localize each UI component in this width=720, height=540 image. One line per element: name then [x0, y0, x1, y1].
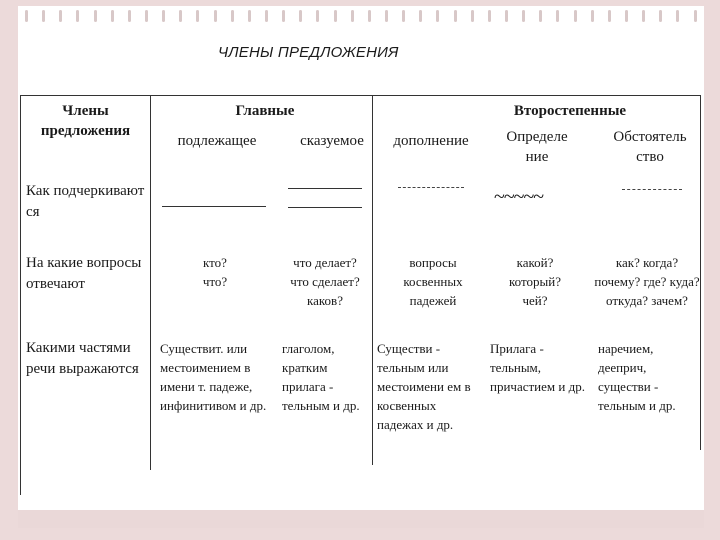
column-object: дополнение: [393, 133, 469, 149]
wavy-underline: ~~~~~: [494, 186, 544, 208]
secondary-group-header: Второстепенные: [513, 103, 627, 119]
questions-attribute: какой? который? чей?: [509, 255, 561, 308]
pos-object: Существи - тельным или местоимени ем в косвенных падежах и др.: [377, 341, 471, 432]
page-title: ЧЛЕНЫ ПРЕДЛОЖЕНИЯ: [218, 44, 399, 61]
column-subject: подлежащее: [177, 133, 257, 149]
single-underline: [162, 206, 266, 207]
double-underline-top: [288, 188, 362, 189]
bottom-strip: [18, 510, 704, 528]
pos-subject: Существит. или местоимением в имени т. падеже, инфинитивом и др.: [160, 341, 267, 413]
column-attribute: Определе ние: [506, 129, 568, 165]
members-table: [20, 95, 700, 495]
questions-predicate: что делает? что сделает? каков?: [290, 255, 360, 308]
pos-attribute: Прилага - тельным, причастием и др.: [490, 341, 585, 394]
dashed-underline: [398, 187, 464, 188]
questions-subject: кто? что?: [202, 255, 228, 289]
row-label-underline: Как подчеркивают ся: [26, 183, 145, 220]
row-label-questions: На какие вопросы отвечают: [26, 255, 142, 292]
questions-object: вопросы косвенных падежей: [403, 255, 463, 308]
column-adverbial: Обстоятель ство: [613, 129, 687, 165]
binder-holes: [18, 6, 704, 26]
pos-predicate: глаголом, кратким прилага - тельным и др.: [282, 341, 360, 413]
corner-header: Члены предложения: [40, 103, 131, 139]
double-underline-bottom: [288, 207, 362, 208]
dash-dot-underline: [622, 189, 682, 190]
row-label-parts-of-speech: Какими частями речи выражаются: [26, 340, 139, 377]
column-predicate: сказуемое: [300, 133, 364, 149]
pos-adverbial: наречием, дееприч, существи - тельным и др.: [598, 341, 676, 413]
main-group-header: Главные: [235, 103, 295, 119]
questions-adverbial: как? когда? почему? где? куда? откуда? зачем?: [594, 255, 700, 308]
